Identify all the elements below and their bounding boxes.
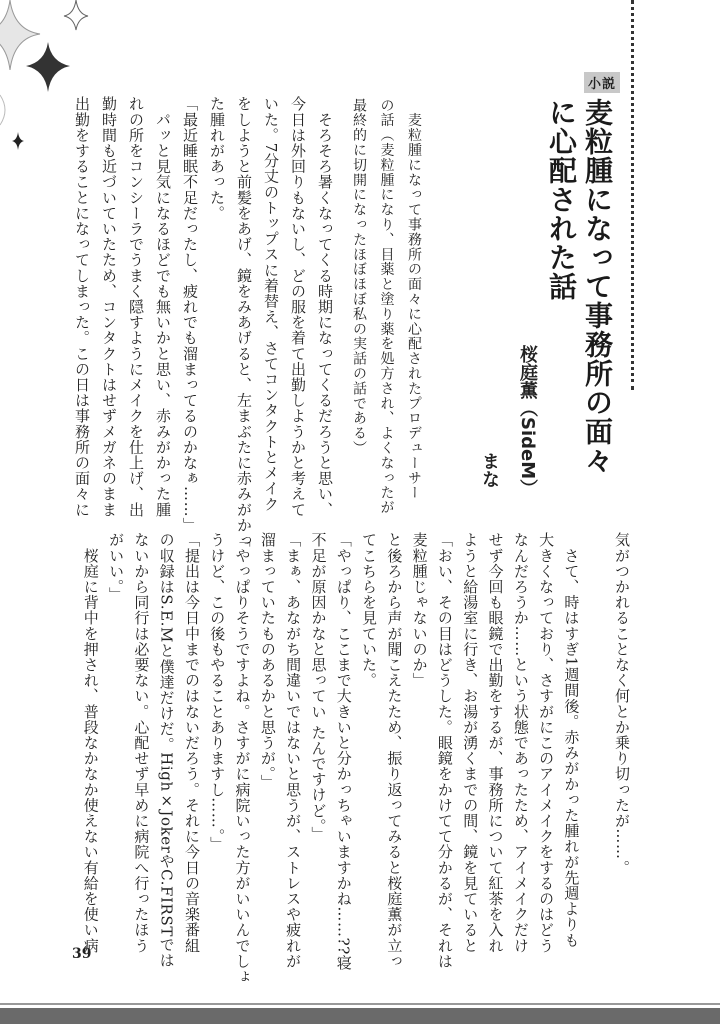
text-line: なんだろうか……という状態であったため、アイメイクだけ: [511, 532, 530, 954]
text-line: パッと見気になるほどでも無いかと思い、赤みがかった腫: [154, 96, 172, 518]
text-line: れの所をコンシーラでうまく隠すようにメイクを仕上げ、出: [127, 96, 145, 518]
text-line: 麦粒腫になって事務所の面々に心配されたプロデューサー: [406, 98, 422, 501]
title-line: に心配された話: [545, 98, 578, 301]
dotted-divider: [631, 0, 634, 390]
text-line: 大きくなっており、さすがにこのアイメイクをするのはどう: [537, 532, 556, 954]
category-label: 小説: [584, 72, 620, 93]
text-line: 勤時間も近づいていたため、コンタクトはせずメガネのまま: [100, 96, 118, 518]
text-line: うけど、この後もやることありますし……。」: [208, 532, 227, 853]
pen-name: まな: [479, 452, 500, 488]
text-line: 溜まっていたものあるかと思うが。」: [258, 532, 277, 790]
text-line: 不足が原因かなと思ってい たんですけど。」: [309, 532, 328, 842]
text-line: てこちらを見ていた。: [360, 532, 379, 688]
body-text-lower: [77, 532, 634, 984]
text-line: 「やっぱり、ここまで大きいと分かっちゃいますかね……??寝: [334, 532, 353, 971]
text-line: 「提出は今日中までのはないだろう。それに今日の音楽番組: [182, 532, 201, 954]
text-line: 桜庭に背中を押され、普段なかなか使えない有給を使い病: [81, 532, 100, 954]
story-title: [543, 98, 615, 475]
author-credit: 桜庭薫（SideM）: [517, 345, 538, 498]
text-line: 「最近睡眠不足だったし、疲れでも溜まってるのかなぁ……」: [181, 96, 199, 533]
text-line: そろそろ暑くなってくる時期になってくるだろうと思い、: [316, 96, 334, 518]
text-line: がいい。」: [107, 532, 126, 603]
text-line: せず今回も眼鏡で出勤をするが、事務所について紅茶を入れ: [486, 532, 505, 954]
text-line: ないから同行は必要ない。心配せず早めに病院へ行ったほう: [132, 532, 151, 954]
text-line: いた。7分丈のトップスに着替え、さてコンタクトとメイク: [262, 96, 280, 512]
text-line: [583, 532, 608, 984]
text-line: 麦粒腫じゃないのか」: [410, 532, 429, 688]
text-line: 気がつかれることなく何とか乗り切ったが……。: [613, 532, 631, 876]
text-line: をしようと前髪をあげ、鏡をみあげると、左まぶたに赤みがかっ: [235, 96, 253, 549]
text-line: 最終的に切開になったほぼほぼ私の実話の話である）: [351, 98, 367, 456]
title-line: 麦粒腫になって事務所の面々: [581, 98, 614, 475]
text-line: 「まぁ、あながち間違いではないと思うが、ストレスや疲れが: [284, 532, 303, 969]
text-line: 「やっぱりそうですよね。さすがに病院いった方がいいんでしょ: [233, 532, 252, 985]
text-line: ようと給湯室に行き、お湯が湧くまでの間、鏡を見ていると: [461, 532, 480, 954]
text-line: の話（麦粒腫になり、目薬と塗り薬を処方され、よくなったが: [378, 98, 395, 516]
footer-bar: [0, 1008, 720, 1024]
text-line: さて、時はすぎ1週間後。赤みがかった腫れが先週よりも: [562, 532, 581, 948]
text-line: の収録はS.E.Mと僕達だけだ。High×JokerやC.FIRSTでは: [157, 532, 176, 969]
body-text-upper: [68, 96, 338, 548]
text-line: 出勤をすることになってしまった。この日は事務所の面々に: [73, 96, 91, 518]
page-number: 39: [72, 946, 92, 962]
footer-rule: [0, 1003, 720, 1005]
text-line: た腫れがあった。: [208, 96, 226, 221]
text-line: 「おい、その目はどうした。眼鏡をかけてて分かるが、それは: [435, 532, 454, 969]
intro-text: [345, 98, 428, 515]
text-line: と後ろから声が聞こえたため、振り返ってみると桜庭薫が立っ: [385, 532, 404, 969]
text-line: 今日は外回りもないし、どの服を着て出勤しようかと考えて: [289, 96, 307, 518]
